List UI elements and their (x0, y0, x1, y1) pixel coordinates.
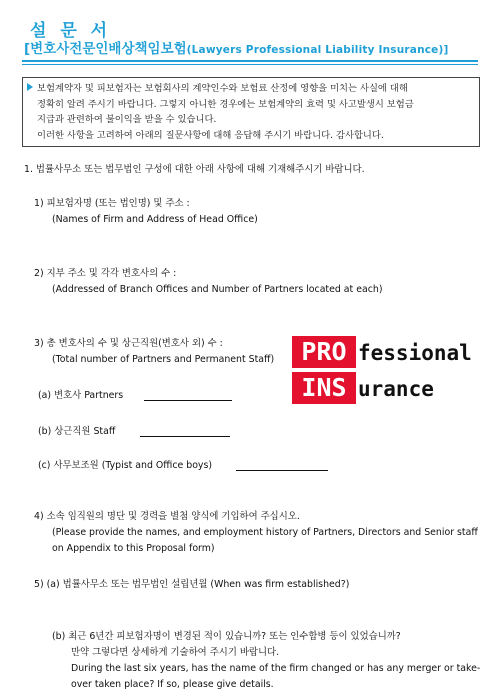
question-1-1-english: (Names of Firm and Address of Head Office) (52, 214, 258, 225)
question-1-4-english-line2: on Appendix to this Proposal form) (52, 543, 215, 554)
question-1-3b-label: (b) 상근직원 Staff (38, 426, 116, 437)
professional-insurance-logo (292, 336, 482, 406)
title-rule (22, 60, 478, 62)
logo-fessional-text: fessional (358, 341, 472, 365)
logo-urance-text: urance (358, 377, 434, 401)
question-1-3: 3) 총 변호사의 수 및 상근직원(변호사 외) 수 : (34, 338, 223, 349)
question-1-5b-english-line2: over taken place? If so, please give details. (71, 679, 274, 690)
logo-pro-block: PRO (292, 336, 356, 368)
question-1-4-english-line1: (Please provide the names, and employment history of Partners, Directors and Senior staff (52, 527, 478, 538)
notice-line: 이러한 사항을 고려하여 아래의 질문사항에 대해 응답해 주시기 바랍니다. 감사합니다. (37, 129, 384, 141)
logo-ins-block: INS (292, 372, 356, 404)
notice-line: 지급과 관련하여 불이익을 받을 수 있습니다. (37, 114, 217, 125)
question-1-1: 1) 피보험자명 (또는 법인명) 및 주소 : (34, 198, 190, 209)
question-1-3a-label: (a) 변호사 Partners (38, 390, 124, 401)
notice-box (22, 77, 480, 147)
question-1-2-english: (Addressed of Branch Offices and Number of Partners located at each) (52, 284, 383, 295)
question-1-5a: 5) (a) 법률사무소 또는 법무법인 설립년월 (When was firm established?) (34, 579, 350, 590)
question-1-5b-english-line1: During the last six years, has the name of the firm changed or has any merger or take- (71, 663, 481, 674)
question-1-2: 2) 지부 주소 및 각각 변호사의 수 : (34, 268, 177, 279)
partners-count-field[interactable] (144, 391, 232, 401)
notice-line: 보험계약자 및 피보험자는 보험회사의 계약인수와 보험료 산정에 영향을 미치는 사실에 대해 (37, 83, 408, 94)
subtitle-english: (Lawyers Professional Liability Insurance)] (186, 44, 449, 56)
question-1-3c-label: (c) 사무보조원 (Typist and Office boys) (38, 460, 213, 471)
typist-count-field[interactable] (236, 461, 328, 471)
title-rule-thin (22, 64, 478, 65)
question-1-5b-line2: 만약 그렇다면 상세하게 기술하여 주시기 바랍니다. (71, 647, 280, 658)
form-title: 설 문 서 (30, 21, 112, 41)
subtitle-korean: [변호사전문인배상책임보험 (24, 41, 187, 57)
question-1-4: 4) 소속 임직원의 명단 및 경력을 별첨 양식에 기입하여 주십시오. (34, 511, 300, 522)
notice-line: 정확히 알려 주시기 바랍니다. 그렇지 아니한 경우에는 보험계약의 효력 및 사고발생시 보험금 (37, 98, 414, 110)
form-subtitle (24, 37, 449, 57)
staff-count-field[interactable] (140, 427, 230, 437)
question-1-3-english: (Total number of Partners and Permanent Staff) (52, 354, 275, 365)
question-1-5b: (b) 최근 6년간 피보험자명이 변경된 적이 있습니까? 또는 인수합병 등이 있었습니까? (52, 631, 401, 642)
triangle-bullet-icon (27, 83, 33, 91)
question-1: 1. 법률사무소 또는 법무법인 구성에 대한 아래 사항에 대해 기재해주시기 바랍니다. (24, 164, 365, 175)
